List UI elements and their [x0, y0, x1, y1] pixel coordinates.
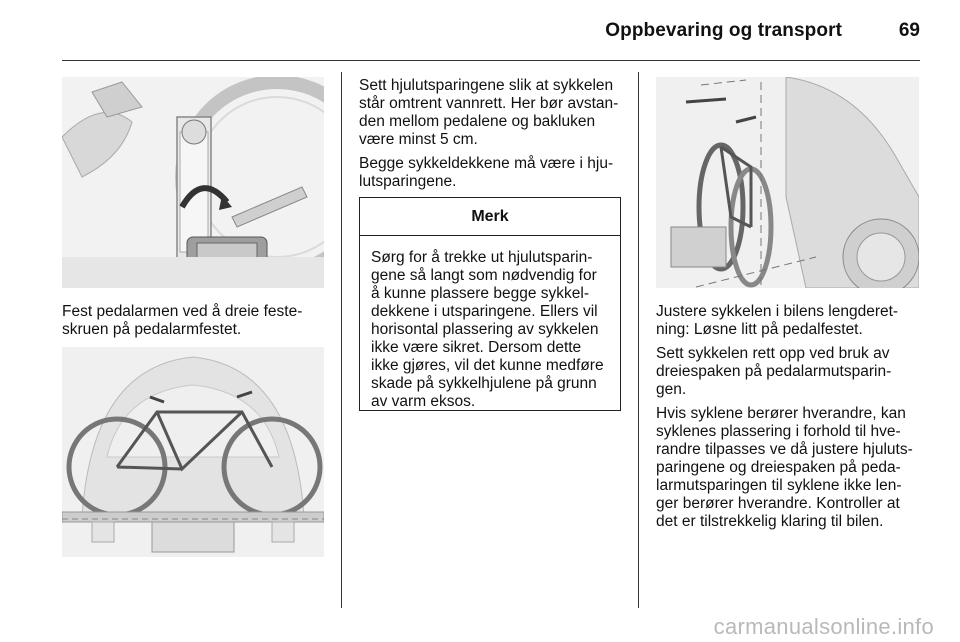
bike-carrier-side-drawing — [656, 77, 919, 288]
set-upright-paragraph: Sett sykkelen rett opp ved bruk av dreiespaken på pedalarmutsparin- gen. — [656, 345, 892, 398]
note-box — [359, 197, 621, 411]
pedal-arm-caption: Fest pedalarmen ved å dreie feste- skruen på pedalarmfestet. — [62, 303, 303, 338]
pedal-arm-illustration — [62, 77, 324, 288]
pedal-arm-drawing — [62, 77, 324, 288]
note-title: Merk — [360, 198, 620, 236]
wheel-recess-paragraph: Sett hjulutsparingene slik at sykkelen står omtrent vannrett. Her bør avstan- den mellom pedalene og bakluken være minst 5 cm. — [359, 77, 619, 148]
column-divider-right — [638, 72, 639, 608]
tyres-paragraph: Begge sykkeldekkene må være i hju- lutsparingene. — [359, 155, 614, 190]
watermark: carmanualsonline.info — [713, 614, 934, 639]
page-number: 69 — [898, 20, 920, 41]
bike-on-carrier-side-illustration — [656, 77, 919, 288]
note-text: Sørg for å trekke ut hjulutsparin- gene så langt som nødvendig for å kunne plassere begge sykkel- dekkene i utsparingene. Ellers vil horisontal plassering av sykkelen ikke være sikret. Dersom dette ikke gjøres, vil det kunne medføre skade på sykkelhjulene på grunn av varm eksos. — [371, 249, 604, 410]
adjust-lengthwise-paragraph: Justere sykkelen i bilens lengderet- ning: Løsne litt på pedalfestet. — [656, 303, 899, 338]
page-title: Oppbevaring og transport — [605, 20, 842, 41]
column-divider-left — [341, 72, 342, 608]
bikes-touching-paragraph: Hvis syklene berører hverandre, kan syklenes plassering i forhold til hve- randre tilpasses ve då justere hjuluts- paringene og dreiespaken på peda- larmutsparingen til syklene ikke len- ger berører hverandre. Kontroller at det er tilstrekkelig klaring til bilen. — [656, 405, 913, 530]
bike-carrier-rear-drawing — [62, 347, 324, 557]
header-divider — [62, 60, 920, 61]
bike-on-carrier-rear-illustration — [62, 347, 324, 557]
